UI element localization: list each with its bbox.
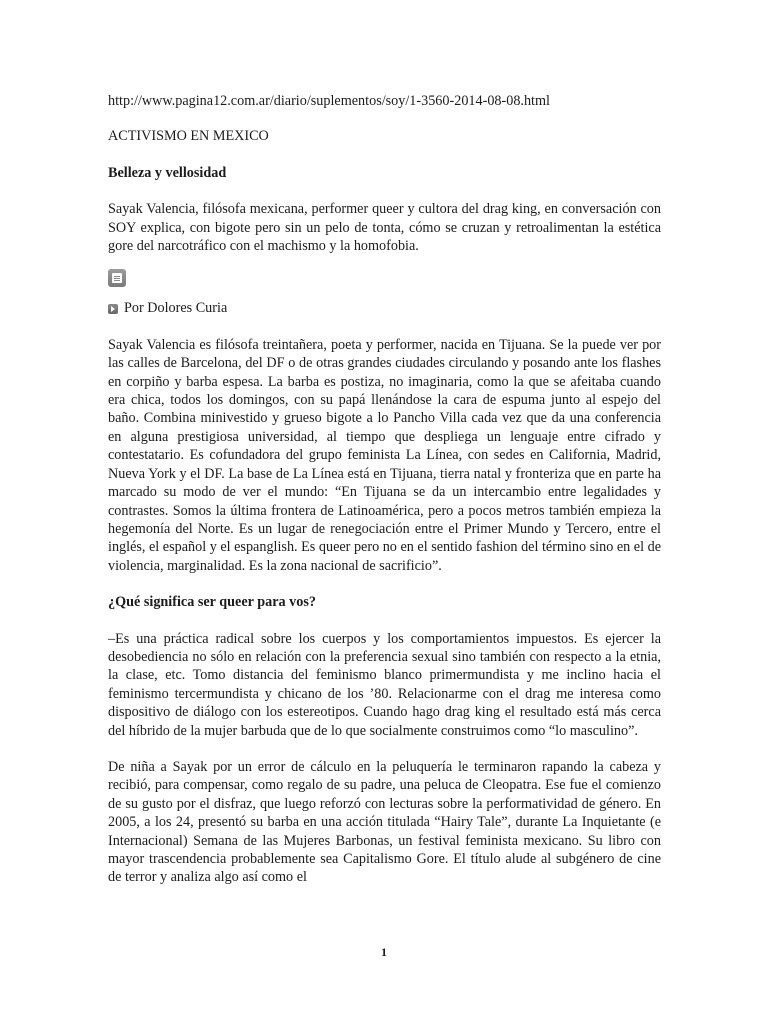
byline-text: Por Dolores Curia <box>124 300 228 317</box>
interview-question: ¿Qué significa ser queer para vos? <box>108 594 316 611</box>
byline <box>108 299 661 317</box>
article-subtitle: Belleza y vellosidad <box>108 164 227 181</box>
play-arrow-icon <box>108 304 118 314</box>
article-paragraph: De niña a Sayak por un error de cálculo en la peluquería le terminaron rapando la cabeza y recibió, para compensar, como regalo de su padre, una peluca de Cleopatra. Ese fue el comienzo de su gusto por el disfraz, que luego reforzó con lecturas sobre la performatividad de género. En 2005, a los 24, presentó su barba en una acción titulada “Hairy Tale”, durante La Inquietante (e Internacional) Semana de las Mujeres Barbonas, un festival feminista mexicano. Su libro con mayor trascendencia probablemente sea Capitalismo Gore. El título alude al subgénero de cine de terror y analiza algo así como el <box>108 758 661 886</box>
article-lede: Sayak Valencia, filósofa mexicana, performer queer y cultora del drag king, en conversación con SOY explica, con bigote pero sin un pelo de tonta, cómo se cruzan y retroalimentan la estética gore del narcotráfico con el machismo y la homofobia. <box>108 201 661 255</box>
document-icon <box>108 269 126 287</box>
page-number: 1 <box>381 945 387 959</box>
article-paragraph: Sayak Valencia es filósofa treintañera, poeta y performer, nacida en Tijuana. Se la puede ver por las calles de Barcelona, del DF o de otras grandes ciudades circulando y posando ante los flashes en corpiño y barba espesa. La barba es postiza, no imaginaria, como la que se afeitaba cuando era chica, todos los domingos, con su papá llenándose la cara de espuma junto al espejo del baño. Combina minivestido y grueso bigote a lo Pancho Villa cada vez que da una conferencia en alguna prestigiosa universidad, al tiempo que despliega un lenguaje entre cifrado y contestatario. Es cofundadora del grupo feminista La Línea, con sedes en California, Madrid, Nueva York y el DF. La base de La Línea está en Tijuana, tierra natal y fronteriza que en parte ha marcado su modo de ver el mundo: “En Tijuana se da un intercambio entre legalidades y contrastes. Somos la última frontera de Latinoamérica, pero a pocos metros también empieza la hegemonía del Norte. Es un lugar de renegociación entre el Primer Mundo y Tercero, entre el inglés, el español y el espanglish. Es queer pero no en el sentido fashion del término sino en el de violencia, marginalidad. Es la zona nacional de sacrificio”. <box>108 336 661 574</box>
section-title: ACTIVISMO EN MEXICO <box>108 128 269 145</box>
source-url[interactable]: http://www.pagina12.com.ar/diario/suplementos/soy/1-3560-2014-08-08.html <box>108 93 550 109</box>
interview-answer: –Es una práctica radical sobre los cuerpos y los comportamientos impuestos. Es ejercer la desobediencia no sólo en relación con la preferencia sexual sino también con respecto a la etnia, la clase, etc. Tomo distancia del feminismo blanco primermundista y me inclino hacia el feminismo tercermundista y chicano de los ’80. Relacionarme con el drag me interesa como dispositivo de diálogo con los estereotipos. Cuando hago drag king el resultado está más cerca del híbrido de la mujer barbuda que de lo que socialmente construimos como “lo masculino”. <box>108 630 661 739</box>
document-content <box>108 92 661 887</box>
